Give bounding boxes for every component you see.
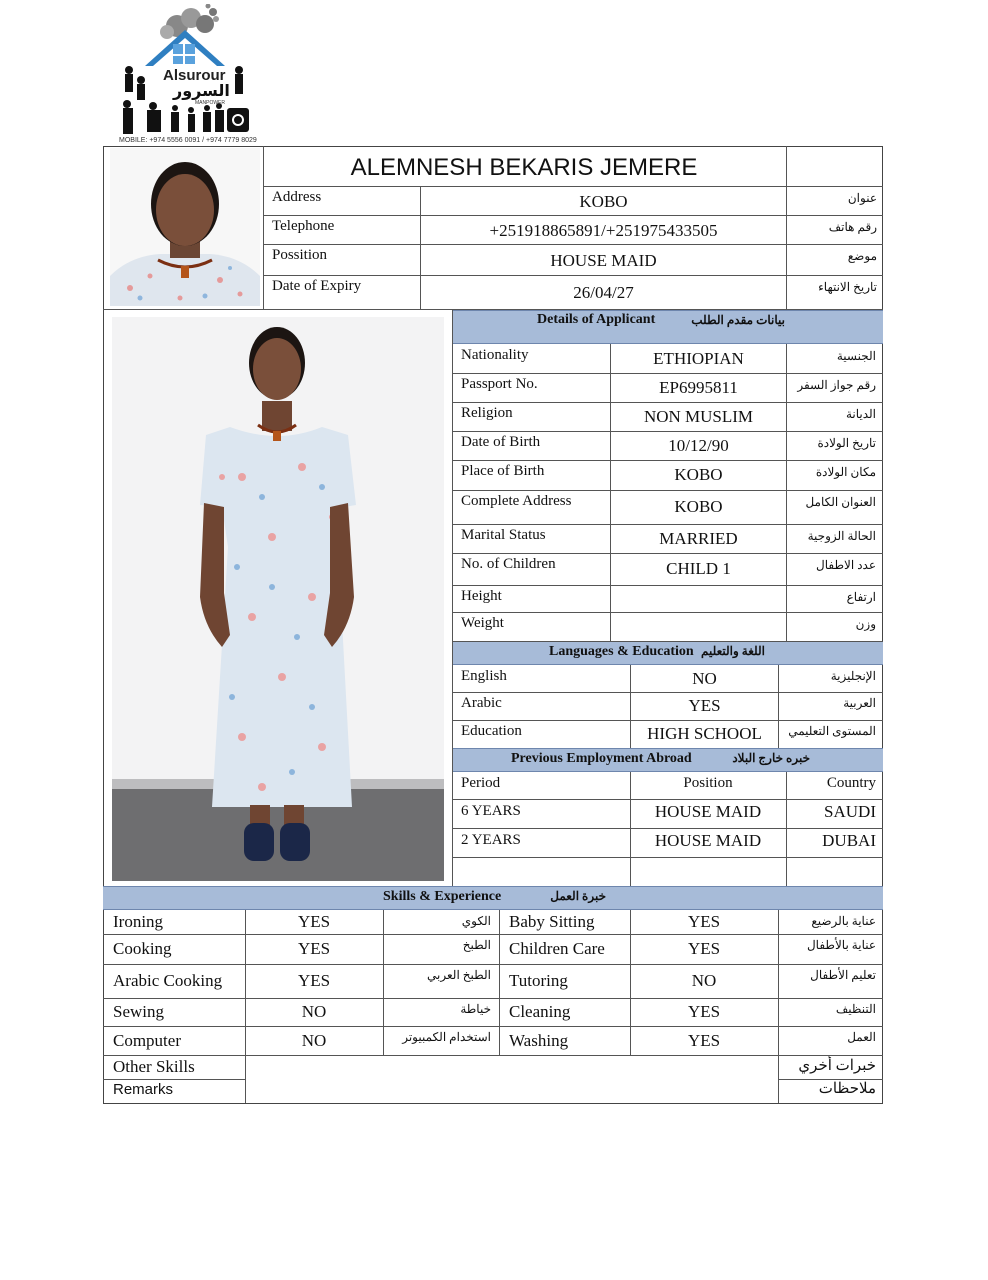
details-row-value: KOBO xyxy=(674,465,723,484)
header-row-value: 26/04/27 xyxy=(573,283,634,302)
remarks-arabic: ملاحظات xyxy=(818,1081,876,1097)
grid-hline xyxy=(103,998,883,999)
skill-value: NO xyxy=(691,971,717,990)
header-row-label: Telephone xyxy=(272,218,335,234)
skill-label: Computer xyxy=(113,1030,181,1050)
logo-arabic: السرور xyxy=(173,81,230,100)
details-row-arabic: مكان الولادة xyxy=(815,465,876,479)
details-row-arabic: وزن xyxy=(855,617,876,631)
skill-arabic: عناية بالأطفال xyxy=(806,938,876,952)
skill-arabic: العمل xyxy=(847,1030,876,1044)
employment-row-country: DUBAI xyxy=(822,831,876,850)
skill-arabic: تعليم الأطفال xyxy=(810,968,876,982)
grid-hline xyxy=(452,585,883,586)
skill-arabic: استخدام الكمبيوتر xyxy=(402,1030,491,1044)
skill-value: NO xyxy=(301,1030,327,1050)
details-row-value: 10/12/90 xyxy=(668,435,729,455)
grid-vline xyxy=(383,910,384,1055)
grid-hline xyxy=(452,490,883,491)
skill-label: Cleaning xyxy=(509,1002,571,1021)
details-row-arabic: الحالة الزوجية xyxy=(807,529,876,543)
grid-hline xyxy=(452,612,883,613)
header-row-value: KOBO xyxy=(579,191,628,211)
agency-logo xyxy=(115,4,285,146)
details-row-value: KOBO xyxy=(674,497,723,516)
applicant-name: ALEMNESH BEKARIS JEMERE xyxy=(350,154,698,181)
skill-label: Children Care xyxy=(509,939,605,958)
skill-arabic: الطبخ xyxy=(462,938,491,952)
languages-title: Languages & Education xyxy=(549,644,694,659)
employment-title-arabic: خبره خارج البلاد xyxy=(732,751,810,765)
language-row-label: English xyxy=(461,668,507,684)
details-row-label: Date of Birth xyxy=(461,434,541,450)
grid-hline xyxy=(452,524,883,525)
details-row-value: CHILD 1 xyxy=(666,559,731,578)
header-row-arabic: تاريخ الانتهاء xyxy=(818,280,877,294)
grid-hline xyxy=(452,692,883,693)
agency-mobile: MOBILE: +974 5556 0091 / +974 7779 8029 xyxy=(119,137,257,144)
details-row-label: Place of Birth xyxy=(461,463,545,479)
grid-hline xyxy=(452,460,883,461)
grid-hline xyxy=(103,934,883,935)
skill-value: YES xyxy=(687,939,721,958)
grid-hline xyxy=(452,641,883,642)
details-row-label: Weight xyxy=(461,615,504,631)
details-row-value: EP6995811 xyxy=(659,377,738,397)
details-section-header xyxy=(452,310,883,344)
details-row-label: Passport No. xyxy=(461,376,538,392)
grid-hline xyxy=(263,186,883,187)
details-row-arabic: تاريخ الولادة xyxy=(817,436,876,450)
skill-arabic: الكوي xyxy=(461,914,491,928)
skill-arabic: خياطة xyxy=(460,1002,491,1016)
language-row-arabic: المستوى التعليمي xyxy=(788,724,876,738)
language-row-arabic: العربية xyxy=(843,696,876,710)
skill-arabic: الطبخ العربي xyxy=(427,968,491,982)
skill-label: Baby Sitting xyxy=(509,912,595,931)
language-row-value: NO xyxy=(692,668,717,688)
grid-vline xyxy=(245,910,246,1103)
skill-label: Arabic Cooking xyxy=(113,971,223,990)
grid-vline xyxy=(786,344,787,641)
header-row-label: Date of Expiry xyxy=(272,278,362,294)
other-skills-arabic: خبرات أخري xyxy=(798,1058,876,1074)
details-row-label: Height xyxy=(461,588,502,604)
employment-row-country: SAUDI xyxy=(824,802,876,821)
skills-title-arabic: خبرة العمل xyxy=(550,889,606,903)
grid-hline xyxy=(103,964,883,965)
other-skills-label: Other Skills xyxy=(113,1057,195,1076)
grid-vline xyxy=(786,146,787,309)
skill-label: Tutoring xyxy=(509,971,568,990)
applicant-portrait xyxy=(110,148,260,306)
grid-hline xyxy=(452,828,883,829)
employment-row-period: 6 YEARS xyxy=(461,803,521,819)
grid-hline xyxy=(452,720,883,721)
skill-value: YES xyxy=(687,1002,721,1021)
details-row-label: Nationality xyxy=(461,347,529,363)
skill-label: Cooking xyxy=(113,939,172,958)
grid-vline xyxy=(420,186,421,309)
header-row-value: HOUSE MAID xyxy=(550,250,657,270)
grid-hline xyxy=(452,553,883,554)
grid-hline xyxy=(103,1055,883,1056)
details-row-arabic: الجنسية xyxy=(836,349,876,363)
grid-vline xyxy=(630,772,631,886)
grid-hline xyxy=(103,1079,245,1080)
languages-title-arabic: اللغة والتعليم xyxy=(701,644,765,658)
skill-value: YES xyxy=(687,912,721,931)
grid-hline xyxy=(263,275,883,276)
employment-row-position: HOUSE MAID xyxy=(654,802,762,821)
header-row-arabic: رقم هاتف xyxy=(828,220,877,234)
grid-vline xyxy=(786,772,787,886)
details-row-label: Religion xyxy=(461,405,513,421)
employment-row-period: 2 YEARS xyxy=(461,832,521,848)
details-title-arabic: بيانات مقدم الطلب xyxy=(691,313,785,327)
skill-value: YES xyxy=(297,912,331,931)
header-row-arabic: عنوان xyxy=(847,191,877,205)
grid-vline xyxy=(630,665,631,748)
details-row-arabic: عدد الاطفال xyxy=(816,558,876,572)
logo-tagline: MANPOWER xyxy=(195,100,225,106)
grid-hline xyxy=(103,309,883,310)
grid-vline xyxy=(263,146,264,309)
grid-hline xyxy=(452,431,883,432)
skill-value: YES xyxy=(297,971,331,990)
details-row-arabic: العنوان الكامل xyxy=(805,495,876,509)
skills-title: Skills & Experience xyxy=(383,889,502,904)
details-row-label: No. of Children xyxy=(461,556,556,572)
logo-latin: Alsurour xyxy=(163,67,226,84)
grid-vline xyxy=(778,665,779,748)
details-title: Details of Applicant xyxy=(537,312,656,327)
details-row-value: MARRIED xyxy=(659,528,738,548)
remarks-label: Remarks xyxy=(113,1081,174,1098)
skill-arabic: عناية بالرضيع xyxy=(811,914,876,928)
applicant-full-photo xyxy=(112,317,444,881)
employment-header-period: Period xyxy=(461,775,501,791)
grid-hline xyxy=(452,373,883,374)
details-row-arabic: ارتفاع xyxy=(846,590,876,604)
header-row-label: Possition xyxy=(272,247,328,263)
skill-value: YES xyxy=(297,939,331,958)
language-row-label: Education xyxy=(461,723,522,739)
details-row-arabic: الديانة xyxy=(845,407,876,421)
header-row-arabic: موضع xyxy=(847,249,877,263)
skill-label: Washing xyxy=(509,1030,569,1050)
details-row-value: NON MUSLIM xyxy=(643,406,754,426)
skill-arabic: التنظيف xyxy=(835,1002,876,1016)
grid-vline xyxy=(778,910,779,1103)
grid-vline xyxy=(499,910,500,1055)
grid-hline xyxy=(263,215,883,216)
employment-title: Previous Employment Abroad xyxy=(511,751,692,766)
language-row-label: Arabic xyxy=(461,695,502,711)
skill-value: YES xyxy=(687,1030,721,1050)
grid-vline xyxy=(630,910,631,1055)
language-row-value: YES xyxy=(688,696,721,715)
header-row-value: +251918865891/+251975433505 xyxy=(489,220,718,240)
grid-hline xyxy=(103,1026,883,1027)
grid-hline xyxy=(452,402,883,403)
skill-label: Ironing xyxy=(113,912,164,931)
details-row-label: Complete Address xyxy=(461,493,572,509)
language-row-arabic: الإنجليزية xyxy=(830,669,876,683)
employment-header-position: Position xyxy=(683,775,733,791)
language-row-value: HIGH SCHOOL xyxy=(647,724,762,743)
grid-vline xyxy=(610,344,611,641)
details-row-label: Marital Status xyxy=(461,527,546,543)
details-row-arabic: رقم جواز السفر xyxy=(797,378,876,392)
skill-label: Sewing xyxy=(113,1002,164,1021)
grid-hline xyxy=(263,244,883,245)
details-row-value: ETHIOPIAN xyxy=(653,348,744,368)
grid-hline xyxy=(778,1079,883,1080)
grid-hline xyxy=(452,799,883,800)
grid-hline xyxy=(452,857,883,858)
header-row-label: Address xyxy=(272,189,322,205)
skill-value: NO xyxy=(301,1002,327,1021)
employment-row-position: HOUSE MAID xyxy=(654,831,762,850)
employment-header-country: Country xyxy=(826,775,876,791)
